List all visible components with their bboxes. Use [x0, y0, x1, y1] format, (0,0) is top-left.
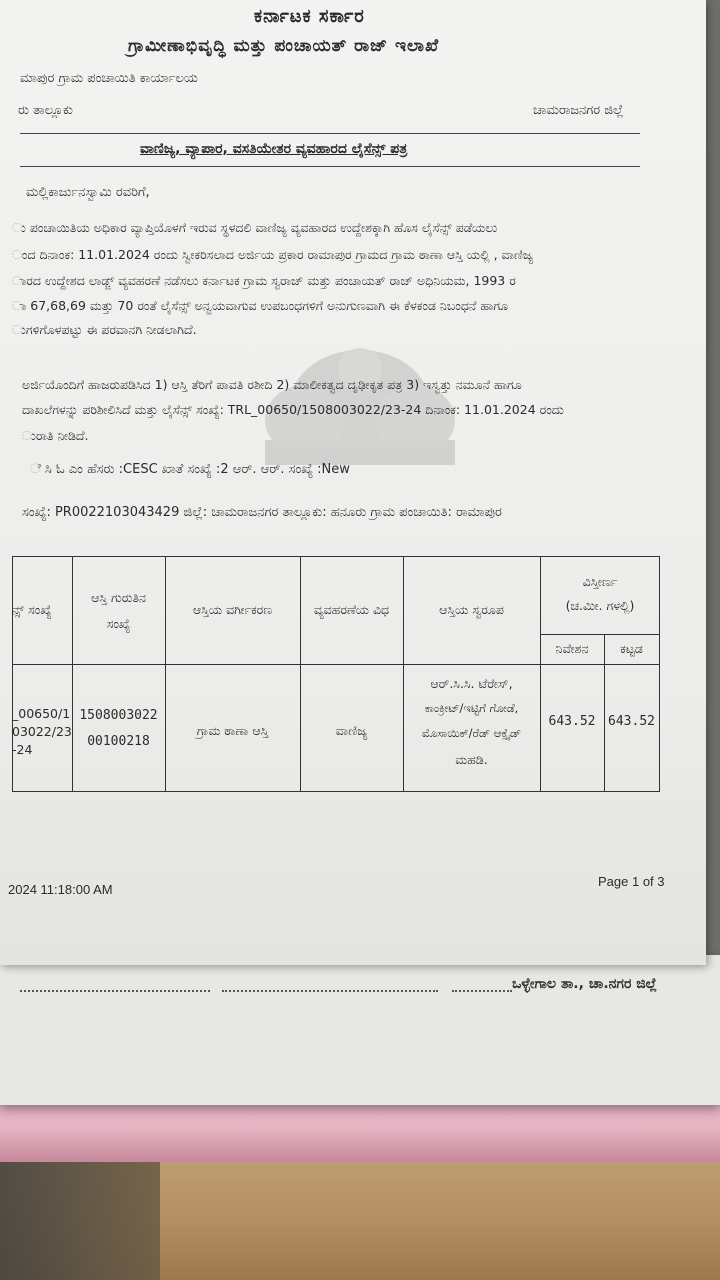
state-emblem-watermark [245, 330, 475, 470]
property-nature-value: ಕಾಂಕ್ರೀಟ್/ಇಟ್ಟಿಗೆ ಗೋಡೆ, [424, 701, 519, 715]
paragraph-line: ುಗಳಿಗೊಳಪಟ್ಟು ಈ ಪರವಾನಗಿ ನೀಡಲಾಗಿದೆ. [12, 322, 197, 337]
paragraph-line: ದಾಖಲೆಗಳನ್ನು ಪರಿಶೀಲಿಸಿದೆ ಮತ್ತು ಲೈಸೆನ್ಸ್ ಸಂಖ್ಯೆ: TRL_00650/1508003022/23-24 ದಿನಾಂಕ: 11.01.2024 ರಂದು [22, 402, 564, 417]
property-nature-value: ಮೊಸಾಯಿಕ್/ರೆಡ್ ಆಕ್ಸೈಡ್ [421, 726, 522, 740]
print-timestamp: 2024 11:18:00 AM [8, 882, 113, 897]
license-no-value: 03022/23 [12, 724, 72, 739]
property-table [12, 556, 660, 792]
header-license-no: ನ್ಸ್ ಸಂಖ್ಯೆ [12, 602, 52, 617]
header-property-nature: ಆಸ್ತಿಯ ಸ್ವರೂಪ [439, 602, 504, 617]
header-site: ನಿವೇಶನ [555, 641, 589, 656]
property-nature-value: ಆರ್.ಸಿ.ಸಿ. ಟೆರೇಸ್, [430, 676, 513, 691]
department-heading: ಗ್ರಾಮೀಣಾಭಿವೃದ್ಧಿ ಮತ್ತು ಪಂಚಾಯತ್ ರಾಜ್ ಇಲಾಖೆ [128, 36, 440, 56]
government-heading: ಕರ್ನಾಟಕ ಸರ್ಕಾರ [254, 6, 365, 27]
dotted-line [20, 990, 210, 992]
classification-value: ಗ್ರಾಮ ಠಾಣಾ ಆಸ್ತಿ [196, 723, 269, 738]
property-id-value: 00100218 [87, 734, 150, 749]
header-area-unit: (ಚ.ಮೀ. ಗಳಲ್ಲಿ) [565, 598, 635, 613]
divider [20, 133, 640, 134]
escom-details: ೆ ಸಿ ಓ ಎಂ ಹೆಸರು :CESC ಖಾತೆ ಸಂಖ್ಯೆ :2 ಆರ್. ಆರ್. ಸಂಖ್ಯೆ :New [30, 462, 350, 477]
property-id-value: 1508003022 [79, 708, 158, 723]
building-area-value: 643.52 [608, 714, 655, 729]
license-no-value: _00650/1 [12, 706, 71, 721]
underlying-sheet-text: ಒಳ್ಳೇಗಾಲ ತಾ., ಚಾ.ನಗರ ಜಿಲ್ಲೆ [512, 976, 657, 992]
header-property-id: ಸಂಖ್ಯೆ [106, 616, 131, 631]
site-area-value: 643.52 [548, 714, 596, 729]
paragraph-line: ು ಪಂಚಾಯಿತಿಯ ಅಧಿಕಾರ ವ್ಯಾಪ್ತಿಯೊಳಗೆ ಇರುವ ಸ್ಥಳದಲಿ ವಾಣಿಜ್ಯ ವ್ಯವಹಾರದ ಉದ್ದೇಶಕ್ಕಾಗಿ ಹೊಸ ಲೈಸೆನ್ಸ್ ಪಡೆಯಲು [12, 220, 498, 235]
paragraph-line: ಂದ ದಿನಾಂಕ: 11.01.2024 ರಂದು ಸ್ವೀಕರಿಸಲಾದ ಅರ್ಜಿಯ ಪ್ರಕಾರ ರಾಮಾಪುರ ಗ್ರಾಮದ ಗ್ರಾಮ ಠಾಣಾ ಆಸ್ತಿ ಯಲ್ಲಿ , ವಾಣಿಜ್ಯ [12, 247, 533, 262]
dotted-line [452, 990, 512, 992]
property-nature-value: ಮಹಡಿ. [455, 752, 488, 767]
taluk-name: ರು ತಾಲ್ಲೂಕು [18, 103, 73, 118]
paragraph-line: ಾರದ ಉದ್ದೇಶದ ಲಾಡ್ಜ್ ವ್ಯವಹರಣೆ ನಡೆಸಲು ಕರ್ನಾಟಕ ಗ್ರಾಮ ಸ್ವರಾಜ್ ಮತ್ತು ಪಂಚಾಯತ್ ರಾಜ್ ಅಧಿನಿಯಮ, 1993 ರ [12, 273, 516, 288]
document-title: ವಾಣಿಜ್ಯ, ವ್ಯಾಪಾರ, ವಸತಿಯೇತರ ವ್ಯವಹಾರದ ಲೈಸೆನ್ಸ್ ಪತ್ರ [140, 141, 408, 157]
business-type-value: ವಾಣಿಜ್ಯ [335, 723, 368, 738]
dotted-line [222, 990, 438, 992]
header-property-id: ಆಸ್ತಿ ಗುರುತಿನ [91, 590, 146, 605]
paragraph-line: ಾ 67,68,69 ಮತ್ತು 70 ರಂತೆ ಲೈಸೆನ್ಸ್ ಅನ್ವಯವಾಗುವ ಉಪಬಂಧಗಳಿಗೆ ಅನುಗುಣವಾಗಿ ಈ ಕೆಳಕಂಡ ನಿಬಂಧನೆ ಹಾಗೂ [12, 298, 509, 313]
header-area: ವಿಸ್ತೀರ್ಣ [582, 574, 618, 589]
office-name: ಮಾಪುರ ಗ್ರಾಮ ಪಂಚಾಯಿತಿ ಕಾರ್ಯಾಲಯ [20, 71, 198, 86]
paragraph-line: ಅರ್ಜಿಯೊಂದಿಗೆ ಹಾಜರುಪಡಿಸಿದ 1) ಆಸ್ತಿ ತೆರಿಗೆ ಪಾವತಿ ರಶೀದಿ 2) ಮಾಲೀಕತ್ವದ ದೃಢೀಕೃತ ಪತ್ರ 3) ಇಸ್ವತ್ತು ನಮೂನೆ ಹಾಗೂ [22, 377, 522, 392]
header-building: ಕಟ್ಟಡ [620, 641, 643, 656]
header-classification: ಆಸ್ತಿಯ ವರ್ಗೀಕರಣ [192, 602, 273, 617]
divider [20, 166, 640, 167]
salutation: ಮಲ್ಲಿಕಾರ್ಜುನಸ್ವಾಮಿ ರವರಿಗೆ, [26, 185, 150, 200]
paragraph-line: ುರಾತಿ ನೀಡಿದೆ. [22, 428, 89, 443]
page-number: Page 1 of 3 [598, 874, 665, 889]
district-name: ಚಾಮರಾಜನಗರ ಜಿಲ್ಲೆ [533, 103, 624, 118]
property-location-line: ಸಂಖ್ಯೆ: PR0022103043429 ಜಿಲ್ಲೆ: ಚಾಮರಾಜನಗರ ತಾಲ್ಲೂಕು: ಹನೂರು ಗ್ರಾಮ ಪಂಚಾಯಿತಿ: ರಾಮಾಪುರ [22, 505, 502, 520]
license-no-value: -24 [12, 742, 33, 757]
header-business-type: ವ್ಯವಹರಣೆಯ ವಿಧ [313, 602, 390, 617]
